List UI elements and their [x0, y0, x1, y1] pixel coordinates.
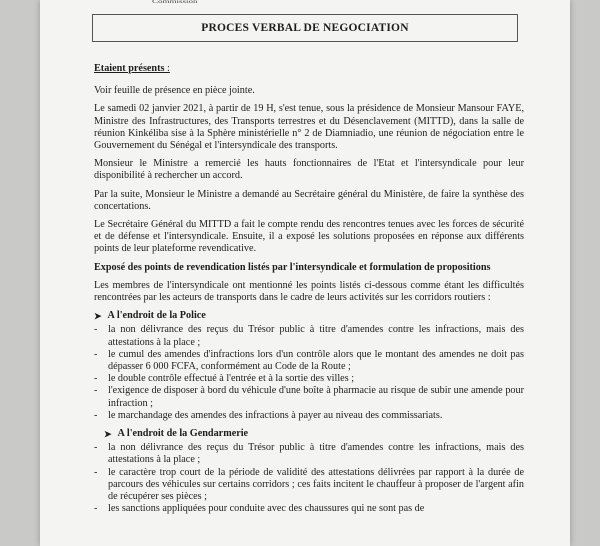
list-item: - le caractère trop court de la période de validité des attestations délivrées par rapport à la durée de parcours des véhicules sur certains corridors ; ces faits incitent le chauffeur à proposer de l'argent afin de récupérer ses pièces ;	[94, 467, 524, 504]
gendarmerie-list	[94, 442, 524, 515]
list-item: - le cumul des amendes d'infractions lors d'un contrôle alors que le montant des amendes ne doit pas dépasser 6 000 FCFA, conformément au Code de la Route ;	[94, 349, 524, 373]
present-heading	[94, 63, 524, 75]
section-title: Exposé des points de revendication listés par l'intersyndicale et formulation de propositions	[94, 261, 491, 273]
paragraph-meeting: Le samedi 02 janvier 2021, à partir de 19 H, s'est tenue, sous la présidence de Monsieur Mansour FAYE, Ministre des Infrastructures, des Transports terrestres et du Désenclavement (MITTD), dans la salle de réunion Kinkéliba sise à la Sphère ministérielle n° 2 de Diamniadio, une réunion de négociation entre le Gouvernement du Sénégal et l'intersyndicale des transports.	[94, 103, 524, 152]
police-list	[94, 324, 524, 422]
present-colon: :	[167, 63, 170, 74]
gendarmerie-heading	[104, 428, 524, 440]
document-page	[40, 0, 570, 546]
list-item: - la non délivrance des reçus du Trésor public à titre d'amendes contre les infractions, mais des attestations à la place ;	[94, 324, 524, 348]
police-heading-label: A l'endroit de la Police	[107, 310, 206, 322]
cut-off-header-text: Commission	[152, 0, 198, 4]
document-title: PROCES VERBAL DE NEGOCIATION	[92, 14, 518, 42]
paragraph-synthesis: Par la suite, Monsieur le Ministre a demandé au Secrétaire général du Ministère, de faire la synthèse des concertations.	[94, 188, 524, 212]
paragraph-attendance: Voir feuille de présence en pièce jointe.	[94, 85, 255, 97]
paragraph-difficulties: Les membres de l'intersyndicale ont mentionné les points listés ci-dessous comme étant les difficultés rencontrées par les acteurs de transports dans le cadre de leurs activités sur les corridors routiers :	[94, 279, 524, 304]
list-item: - l'exigence de disposer à bord du véhicule d'une boîte à pharmacie au risque de subir une amende pour infraction ;	[94, 385, 524, 409]
document-body	[94, 63, 524, 522]
paragraph-thanks: Monsieur le Ministre a remercié les hauts fonctionnaires de l'Etat et l'intersyndicale pour leur disponibilité à rechercher un accord.	[94, 158, 524, 182]
arrow-bullet-icon: ➤	[94, 311, 102, 322]
arrow-bullet-icon: ➤	[104, 429, 112, 440]
gendarmerie-heading-label: A l'endroit de la Gendarmerie	[117, 428, 249, 440]
list-item: - le marchandage des amendes des infractions à payer au niveau des commissariats.	[94, 410, 524, 422]
present-label: Etaient présents	[94, 63, 165, 74]
police-heading	[94, 310, 524, 322]
list-item: - la non délivrance des reçus du Trésor public à titre d'amendes contre les infractions, mais des attestations à la place ;	[94, 442, 524, 466]
list-item: - le double contrôle effectué à l'entrée et à la sortie des villes ;	[94, 373, 524, 385]
list-item: - les sanctions appliquées pour conduite avec des chaussures qui ne sont pas de	[94, 503, 524, 515]
paragraph-report: Le Secrétaire Général du MITTD a fait le compte rendu des rencontres tenues avec les forces de sécurité et de défense et l'intersyndicale. Ensuite, il a exposé les solutions proposées en réponse aux différents points de leur plateforme revendicative.	[94, 219, 524, 255]
